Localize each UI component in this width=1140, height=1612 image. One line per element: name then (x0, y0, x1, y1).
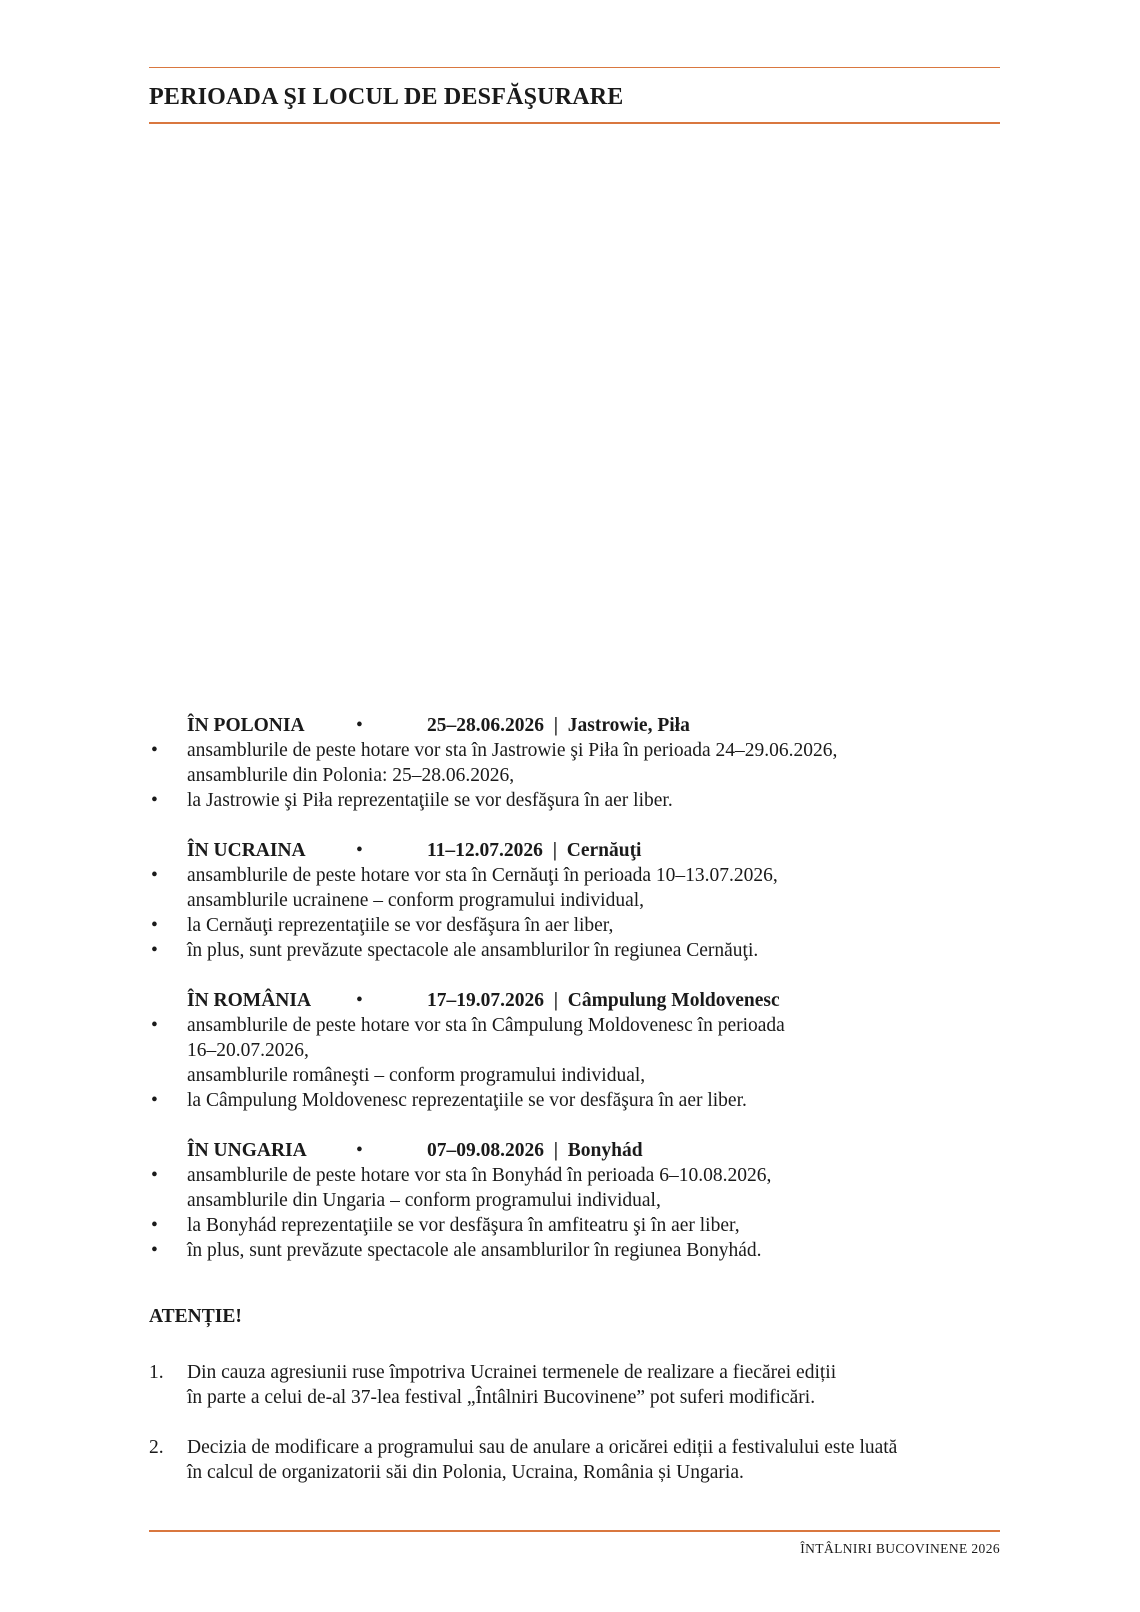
event-sections (149, 713, 1000, 1263)
note-number: 1. (149, 1362, 164, 1383)
bullet-item (149, 913, 1000, 938)
bullet-line: în plus, sunt prevăzute spectacole ale ansamblurilor în regiunea Bonyhád. (187, 1240, 762, 1261)
bullet-item (149, 788, 1000, 813)
section-divider: | (553, 990, 559, 1011)
bullet-item (149, 863, 1000, 913)
bullet-line: la Bonyhád reprezentaţiile se vor desfăşura în amfiteatru şi în aer liber, (187, 1215, 740, 1236)
section-header (149, 1138, 1000, 1163)
bullet-marker: • (151, 1165, 158, 1186)
section-header (149, 713, 1000, 738)
bullet-marker: • (151, 915, 158, 936)
section-dates: 25–28.06.2026 (427, 715, 544, 736)
content-body (149, 713, 1000, 1510)
section-location: Cernăuţi (566, 840, 642, 861)
bullet-line: la Jastrowie şi Piła reprezentaţiile se vor desfăşura în aer liber. (187, 790, 673, 811)
bullet-marker: • (151, 865, 158, 886)
bullet-line: ansamblurile din Polonia: 25–28.06.2026, (187, 765, 515, 786)
section-dates: 07–09.08.2026 (427, 1140, 544, 1161)
section-date-location (427, 713, 690, 738)
section-location: Bonyhád (567, 1140, 643, 1161)
attention-heading: ATENȚIE! (149, 1306, 242, 1327)
footer-text: ÎNTÂLNIRI BUCOVINENE 2026 (800, 1541, 1000, 1556)
bullet-line: ansamblurile de peste hotare vor sta în Bonyhád în perioada 6–10.08.2026, (187, 1165, 772, 1186)
section-separator: • (356, 990, 363, 1011)
section-dates: 17–19.07.2026 (427, 990, 544, 1011)
bullet-marker: • (151, 790, 158, 811)
event-section (149, 838, 1000, 963)
section-location: Jastrowie, Piła (567, 715, 690, 736)
section-country: ÎN UCRAINA (187, 840, 306, 861)
bullet-item (149, 1013, 1000, 1088)
event-section (149, 988, 1000, 1113)
top-rule (149, 67, 1000, 68)
bullet-item (149, 1088, 1000, 1113)
bullet-line: ansamblurile ucrainene – conform programului individual, (187, 890, 645, 911)
event-section (149, 713, 1000, 813)
section-date-location (427, 838, 641, 863)
bullet-line: ansamblurile din Ungaria – conform programului individual, (187, 1190, 661, 1211)
section-dates: 11–12.07.2026 (427, 840, 543, 861)
section-divider: | (553, 715, 559, 736)
section-divider: | (553, 1140, 559, 1161)
bullet-line: ansamblurile de peste hotare vor sta în Câmpulung Moldovenesc în perioada (187, 1015, 785, 1036)
bullet-item (149, 738, 1000, 788)
note-line: Din cauza agresiunii ruse împotriva Ucrainei termenele de realizare a fiecărei ediții (187, 1362, 837, 1383)
bullet-marker: • (151, 1090, 158, 1111)
page-title: PERIOADA ŞI LOCUL DE DESFĂŞURARE (149, 84, 624, 110)
bullet-line: ansamblurile de peste hotare vor sta în Cernăuţi în perioada 10–13.07.2026, (187, 865, 778, 886)
title-underline-rule (149, 122, 1000, 124)
bullet-line: la Cernăuţi reprezentaţiile se vor desfăşura în aer liber, (187, 915, 614, 936)
bullet-line: 16–20.07.2026, (187, 1040, 309, 1061)
bullet-item (149, 1163, 1000, 1213)
event-section (149, 1138, 1000, 1263)
section-country: ÎN POLONIA (187, 715, 305, 736)
bullet-item (149, 1213, 1000, 1238)
bullet-line: ansamblurile româneşti – conform programului individual, (187, 1065, 646, 1086)
bullet-marker: • (151, 1015, 158, 1036)
section-location: Câmpulung Moldovenesc (567, 990, 780, 1011)
note-line: în calcul de organizatorii săi din Polonia, Ucraina, România și Ungaria. (187, 1462, 744, 1483)
note-line: în parte a celui de-al 37-lea festival „Întâlniri Bucovinene” pot suferi modificări. (187, 1387, 816, 1408)
section-divider: | (552, 840, 557, 861)
note-line: Decizia de modificare a programului sau de anulare a oricărei ediții a festivalului este luată (187, 1437, 898, 1458)
section-date-location (427, 988, 780, 1013)
bullet-marker: • (151, 740, 158, 761)
section-country: ÎN ROMÂNIA (187, 990, 312, 1011)
bullet-line: în plus, sunt prevăzute spectacole ale ansamblurilor în regiunea Cernăuţi. (187, 940, 759, 961)
bullet-marker: • (151, 1215, 158, 1236)
bullet-marker: • (151, 940, 158, 961)
bullet-marker: • (151, 1240, 158, 1261)
section-separator: • (356, 715, 363, 736)
section-header (149, 838, 1000, 863)
section-header (149, 988, 1000, 1013)
attention-note (149, 1435, 1000, 1485)
section-date-location (427, 1138, 643, 1163)
section-separator: • (356, 840, 363, 861)
bullet-line: la Câmpulung Moldovenesc reprezentaţiile se vor desfăşura în aer liber. (187, 1090, 747, 1111)
footer-rule (149, 1530, 1000, 1532)
section-separator: • (356, 1140, 363, 1161)
attention-notes (149, 1360, 1000, 1485)
note-number: 2. (149, 1437, 164, 1458)
section-country: ÎN UNGARIA (187, 1140, 307, 1161)
bullet-item (149, 1238, 1000, 1263)
bullet-line: ansamblurile de peste hotare vor sta în Jastrowie şi Piła în perioada 24–29.06.2026, (187, 740, 838, 761)
bullet-item (149, 938, 1000, 963)
attention-note (149, 1360, 1000, 1410)
